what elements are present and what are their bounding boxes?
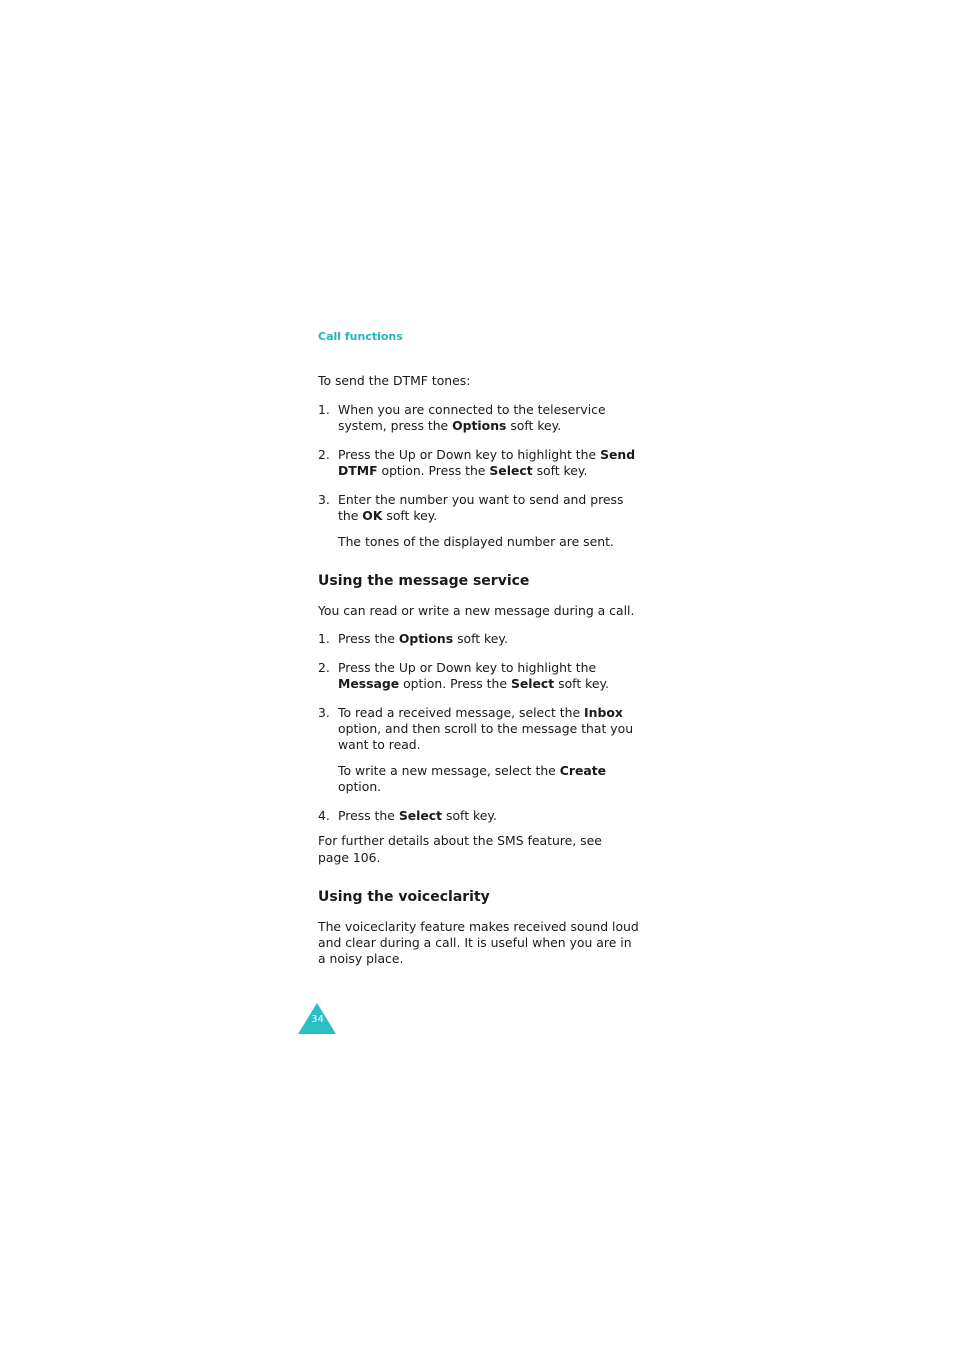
message-step2-line2: Message option. Press the Select soft key. bbox=[338, 676, 609, 691]
message-step1: Press the Options soft key. bbox=[338, 631, 508, 646]
page-number: 34 bbox=[311, 1014, 324, 1025]
voice-line3: a noisy place. bbox=[318, 951, 404, 966]
dtmf-step3-line1: Enter the number you want to send and press bbox=[338, 492, 624, 507]
step-number: 1. bbox=[318, 631, 330, 646]
dtmf-step2-line2: DTMF option. Press the Select soft key. bbox=[338, 463, 588, 478]
message-note-line2: option. bbox=[338, 779, 382, 794]
message-note-line1: To write a new message, select the Create bbox=[338, 763, 607, 778]
message-step3-line2: option, and then scroll to the message that you bbox=[338, 721, 634, 736]
step-number: 2. bbox=[318, 660, 330, 675]
step-number: 1. bbox=[318, 402, 330, 417]
step-number: 4. bbox=[318, 808, 330, 823]
dtmf-step3-line2: the OK soft key. bbox=[338, 508, 438, 523]
further-details-line1: For further details about the SMS feature, see bbox=[318, 833, 602, 848]
dtmf-step2-line1: Press the Up or Down key to highlight the Send bbox=[338, 447, 636, 462]
voice-heading: Using the voiceclarity bbox=[318, 889, 490, 905]
message-step3-line3: want to read. bbox=[338, 737, 421, 752]
message-step3-line1: To read a received message, select the Inbox bbox=[338, 705, 623, 720]
dtmf-step1-line2: system, press the Options soft key. bbox=[338, 418, 562, 433]
step-number: 2. bbox=[318, 447, 330, 462]
message-heading: Using the message service bbox=[318, 573, 530, 589]
dtmf-step1-line1: When you are connected to the teleservice bbox=[338, 402, 606, 417]
message-intro: You can read or write a new message during a call. bbox=[318, 603, 635, 618]
dtmf-intro: To send the DTMF tones: bbox=[318, 373, 471, 388]
step-number: 3. bbox=[318, 705, 330, 720]
dtmf-note: The tones of the displayed number are sent. bbox=[338, 534, 614, 549]
message-step2-line1: Press the Up or Down key to highlight the bbox=[338, 660, 597, 675]
message-step4: Press the Select soft key. bbox=[338, 808, 497, 823]
further-details-line2: page 106. bbox=[318, 850, 381, 865]
voice-line2: and clear during a call. It is useful when you are in bbox=[318, 935, 632, 950]
section-label: Call functions bbox=[318, 330, 403, 343]
voice-line1: The voiceclarity feature makes received sound loud bbox=[318, 919, 639, 934]
step-number: 3. bbox=[318, 492, 330, 507]
